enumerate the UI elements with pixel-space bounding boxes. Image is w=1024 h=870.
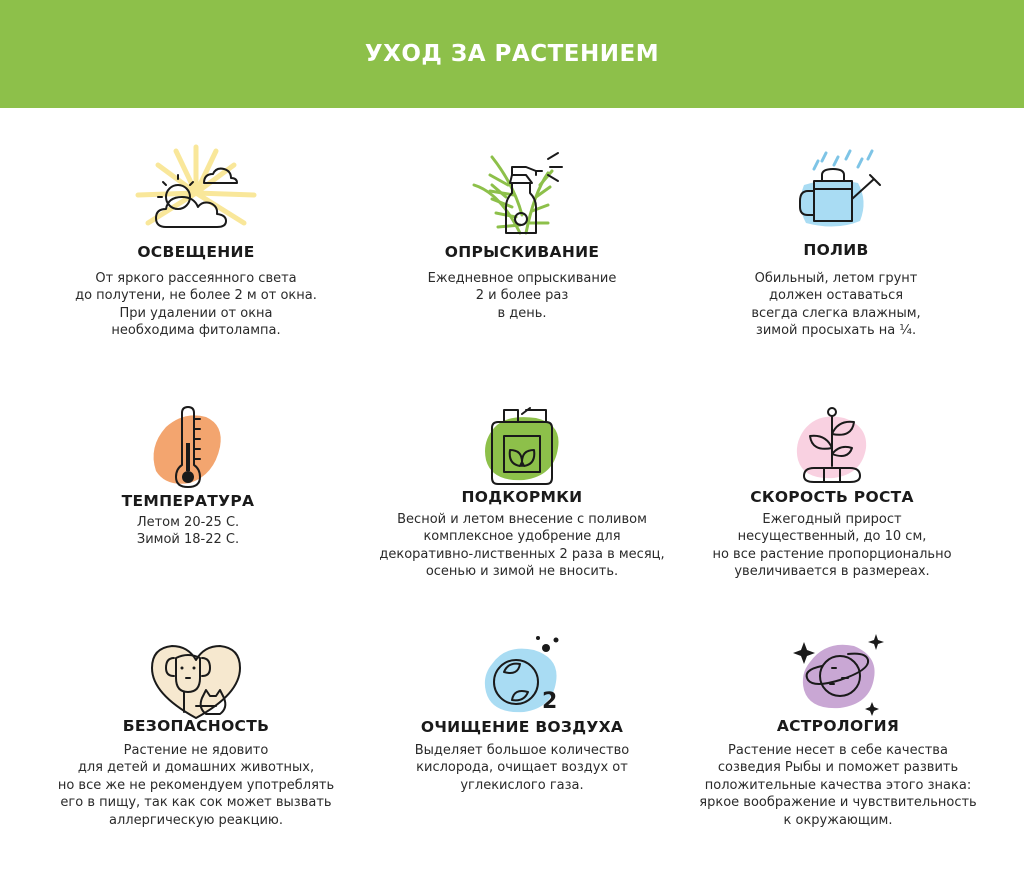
item-title: БЕЗОПАСНОСТЬ bbox=[122, 717, 270, 735]
item-description: Растение несет в себе качества созведия Рыбы и поможет развить положительные качества этого знака: яркое воображение и чувствительность к окружающим. bbox=[699, 743, 977, 828]
item-title: ПОЛИВ bbox=[803, 241, 869, 259]
item-title: ПОДКОРМКИ bbox=[461, 488, 583, 506]
item-description: Ежегодный прирост несущественный, до 10 см, но все растение пропорционально увеличивается в размереах. bbox=[712, 512, 952, 580]
item-title: ОЧИЩЕНИЕ ВОЗДУХА bbox=[420, 718, 624, 736]
sprout-growth-icon bbox=[762, 402, 902, 492]
item-description: Ежедневное опрыскивание 2 и более раз в день. bbox=[427, 271, 617, 321]
item-title: ОСВЕЩЕНИЕ bbox=[137, 243, 255, 261]
page-header bbox=[0, 0, 1024, 108]
item-description: Выделяет большое количество кислорода, очищает воздух от углекислого газа. bbox=[414, 743, 630, 793]
item-description: От яркого рассеянного света до полутени, не более 2 м от окна. При удалении от окна необходима фитолампа. bbox=[75, 271, 317, 339]
co2-subscript-label: 2 bbox=[542, 689, 558, 714]
sun-cloud-icon bbox=[126, 145, 266, 235]
planet-stars-icon bbox=[768, 630, 908, 720]
item-description: Весной и летом внесение с поливом комплексное удобрение для декоративно-лиственных 2 раза в месяц, осенью и зимой не вносить. bbox=[379, 512, 665, 580]
watering-can-icon bbox=[766, 145, 906, 235]
item-description: Обильный, летом грунт должен оставаться всегда слегка влажным, зимой просыхать на ¼. bbox=[751, 271, 921, 339]
thermometer-icon bbox=[118, 405, 258, 495]
item-title: ОПРЫСКИВАНИЕ bbox=[444, 243, 600, 261]
item-title: ТЕМПЕРАТУРА bbox=[121, 492, 255, 510]
spray-bottle-icon bbox=[452, 145, 592, 235]
page-title: УХОД ЗА РАСТЕНИЕМ bbox=[364, 41, 660, 67]
pets-heart-icon bbox=[126, 632, 266, 722]
item-description: Растение не ядовито для детей и домашних животных, но все же не рекомендуем употреблять его в пищу, так как сок может вызвать аллергическую реакцию. bbox=[57, 743, 335, 828]
fertilizer-canister-icon bbox=[452, 400, 592, 490]
item-description: Летом 20-25 С. Зимой 18-22 С. bbox=[136, 515, 240, 548]
item-title: СКОРОСТЬ РОСТА bbox=[750, 488, 914, 506]
item-title: АСТРОЛОГИЯ bbox=[776, 717, 900, 735]
air-purification-icon bbox=[452, 632, 592, 722]
